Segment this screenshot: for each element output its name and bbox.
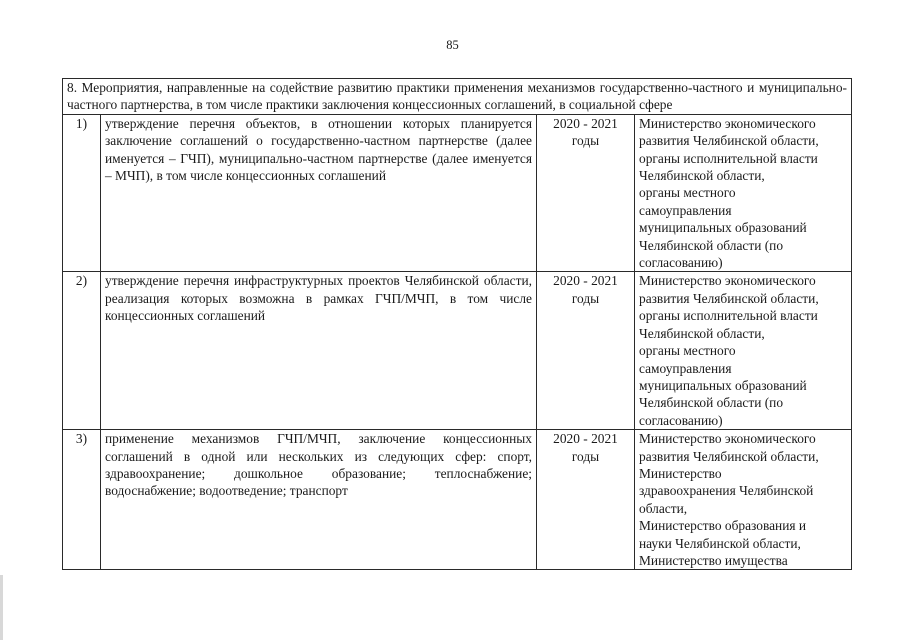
responsible-line: органы исполнительной власти — [639, 308, 818, 324]
responsible-line: органы местного — [639, 343, 736, 359]
responsible-line: развития Челябинской области, — [639, 448, 819, 464]
section-header-row — [63, 79, 852, 115]
responsible-line: Министерство образования и — [639, 518, 807, 534]
period-years: 2020 - 2021 — [553, 431, 618, 447]
row-number: 1) — [63, 114, 101, 272]
row-number: 2) — [63, 272, 101, 430]
row-description: применение механизмов ГЧП/МЧП, заключение концессионных соглашений в одной или нескольких из следующих сфер: спорт, здравоохранение; дошкольное образование; теплоснабжение; водоснабжение; водоотведение; транспорт — [101, 430, 537, 570]
responsible-line: Министерство экономического — [639, 431, 816, 447]
responsible-line: Министерство экономического — [639, 273, 816, 289]
row-period — [537, 114, 635, 272]
scan-margin-shadow — [0, 575, 3, 640]
row-responsible — [635, 114, 852, 272]
row-description: утверждение перечня объектов, в отношении которых планируется заключение соглашений о государственно-частном партнерстве (далее именуется – ГЧП), муниципально-частном партнерстве (далее именуется – МЧП), в том числе концессионных соглашений — [101, 114, 537, 272]
table-row — [63, 114, 852, 272]
period-unit: годы — [571, 290, 600, 306]
period-years: 2020 - 2021 — [553, 273, 618, 289]
responsible-line: Челябинской области (по — [639, 237, 784, 253]
period-unit: годы — [571, 448, 600, 464]
responsible-line: согласованию) — [639, 255, 723, 271]
responsible-line: самоуправления — [639, 360, 732, 376]
responsible-line: Челябинской области, — [639, 325, 765, 341]
responsible-line: области, — [639, 500, 688, 516]
measures-table — [62, 78, 852, 570]
section-title: 8. Мероприятия, направленные на содействие развитию практики применения механизмов государственно-частного и муниципально-частного партнерства, в том числе практики заключения концессионных соглашений, в социальной сфере — [63, 79, 852, 115]
responsible-line: Челябинской области, — [639, 168, 765, 184]
responsible-line: науки Челябинской области, — [639, 535, 801, 551]
row-number: 3) — [63, 430, 101, 570]
responsible-line: здравоохранения Челябинской — [639, 483, 814, 499]
responsible-line: развития Челябинской области, — [639, 290, 819, 306]
row-responsible — [635, 272, 852, 430]
responsible-line: Челябинской области (по — [639, 395, 784, 411]
row-description: утверждение перечня инфраструктурных проектов Челябинской области, реализация которых возможна в рамках ГЧП/МЧП, в том числе концессионных соглашений — [101, 272, 537, 430]
row-responsible — [635, 430, 852, 570]
responsible-line: муниципальных образований — [639, 377, 807, 393]
responsible-line: Министерство — [639, 465, 722, 481]
responsible-line: органы исполнительной власти — [639, 150, 818, 166]
responsible-line: Министерство имущества — [639, 552, 788, 568]
row-period — [537, 430, 635, 570]
responsible-line: Министерство экономического — [639, 115, 816, 131]
responsible-line: согласованию) — [639, 412, 723, 428]
period-unit: годы — [571, 133, 600, 149]
responsible-line: развития Челябинской области, — [639, 133, 819, 149]
responsible-line: самоуправления — [639, 202, 732, 218]
row-period — [537, 272, 635, 430]
table-row — [63, 430, 852, 570]
responsible-line: муниципальных образований — [639, 220, 807, 236]
table-row — [63, 272, 852, 430]
period-years: 2020 - 2021 — [553, 115, 618, 131]
page-number: 85 — [446, 38, 459, 52]
responsible-line: органы местного — [639, 185, 736, 201]
